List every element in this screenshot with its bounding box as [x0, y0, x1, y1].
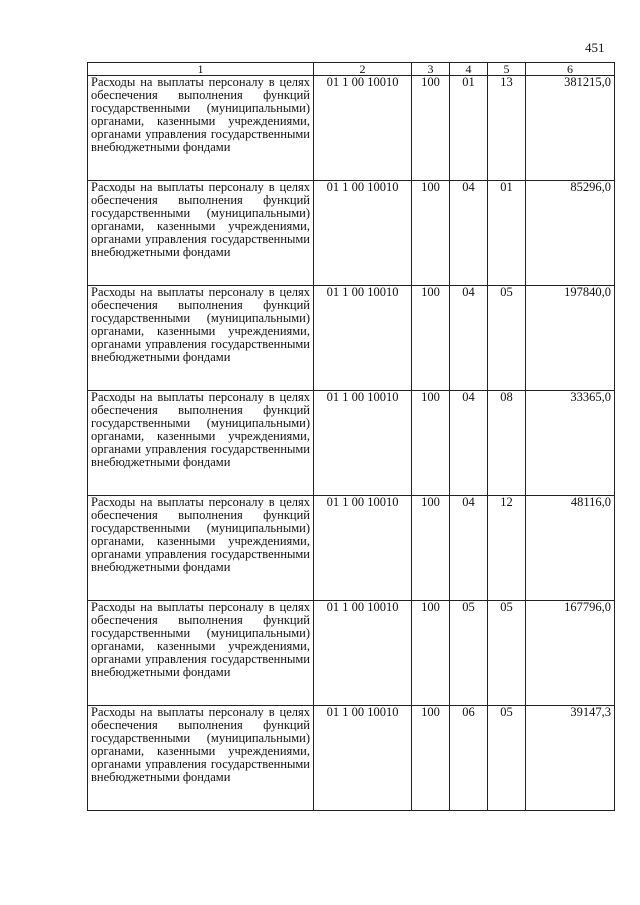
- target-article-cell: 01 1 00 10010: [314, 496, 412, 601]
- section-cell: 01: [450, 76, 488, 181]
- target-article-cell: 01 1 00 10010: [314, 181, 412, 286]
- header-row: [88, 63, 615, 76]
- section-cell: 04: [450, 496, 488, 601]
- description-cell: [88, 601, 314, 706]
- description-cell: [88, 496, 314, 601]
- column-header: 3: [412, 63, 450, 76]
- column-header: 5: [488, 63, 526, 76]
- table-row: [88, 706, 615, 811]
- description-text: Расходы на выплаты персоналу в целях обеспечения выполнения функций государственными (муниципальными) органами, казенными учреждениями, органами управления государственными внебюджетными фондами: [91, 76, 310, 154]
- amount-cell: 381215,0: [526, 76, 615, 181]
- subsection-cell: 12: [488, 496, 526, 601]
- column-header: 1: [88, 63, 314, 76]
- description-text: Расходы на выплаты персоналу в целях обеспечения выполнения функций государственными (муниципальными) органами, казенными учреждениями, органами управления государственными внебюджетными фондами: [91, 286, 310, 364]
- table-row: [88, 181, 615, 286]
- expense-type-cell: 100: [412, 496, 450, 601]
- subsection-cell: 08: [488, 391, 526, 496]
- column-header: 4: [450, 63, 488, 76]
- description-text: Расходы на выплаты персоналу в целях обеспечения выполнения функций государственными (муниципальными) органами, казенными учреждениями, органами управления государственными внебюджетными фондами: [91, 496, 310, 574]
- table-row: [88, 496, 615, 601]
- description-cell: [88, 706, 314, 811]
- amount-cell: 167796,0: [526, 601, 615, 706]
- amount-cell: 48116,0: [526, 496, 615, 601]
- description-text: Расходы на выплаты персоналу в целях обеспечения выполнения функций государственными (муниципальными) органами, казенными учреждениями, органами управления государственными внебюджетными фондами: [91, 181, 310, 259]
- section-cell: 04: [450, 181, 488, 286]
- description-cell: [88, 181, 314, 286]
- expense-type-cell: 100: [412, 601, 450, 706]
- expense-type-cell: 100: [412, 706, 450, 811]
- section-cell: 05: [450, 601, 488, 706]
- page-number: 451: [585, 40, 605, 55]
- column-header: 2: [314, 63, 412, 76]
- subsection-cell: 05: [488, 286, 526, 391]
- amount-cell: 39147,3: [526, 706, 615, 811]
- expense-type-cell: 100: [412, 391, 450, 496]
- section-cell: 04: [450, 391, 488, 496]
- expense-type-cell: 100: [412, 76, 450, 181]
- description-text: Расходы на выплаты персоналу в целях обеспечения выполнения функций государственными (муниципальными) органами, казенными учреждениями, органами управления государственными внебюджетными фондами: [91, 601, 310, 679]
- amount-cell: 85296,0: [526, 181, 615, 286]
- target-article-cell: 01 1 00 10010: [314, 76, 412, 181]
- expense-type-cell: 100: [412, 286, 450, 391]
- subsection-cell: 05: [488, 706, 526, 811]
- section-cell: 06: [450, 706, 488, 811]
- amount-cell: 33365,0: [526, 391, 615, 496]
- section-cell: 04: [450, 286, 488, 391]
- subsection-cell: 05: [488, 601, 526, 706]
- description-text: Расходы на выплаты персоналу в целях обеспечения выполнения функций государственными (муниципальными) органами, казенными учреждениями, органами управления государственными внебюджетными фондами: [91, 706, 310, 784]
- amount-cell: 197840,0: [526, 286, 615, 391]
- subsection-cell: 13: [488, 76, 526, 181]
- target-article-cell: 01 1 00 10010: [314, 286, 412, 391]
- description-cell: [88, 391, 314, 496]
- table-row: [88, 286, 615, 391]
- subsection-cell: 01: [488, 181, 526, 286]
- description-cell: [88, 286, 314, 391]
- table-row: [88, 391, 615, 496]
- column-header: 6: [526, 63, 615, 76]
- table-row: [88, 76, 615, 181]
- target-article-cell: 01 1 00 10010: [314, 601, 412, 706]
- expense-type-cell: 100: [412, 181, 450, 286]
- budget-table: [87, 62, 615, 811]
- description-cell: [88, 76, 314, 181]
- target-article-cell: 01 1 00 10010: [314, 706, 412, 811]
- target-article-cell: 01 1 00 10010: [314, 391, 412, 496]
- description-text: Расходы на выплаты персоналу в целях обеспечения выполнения функций государственными (муниципальными) органами, казенными учреждениями, органами управления государственными внебюджетными фондами: [91, 391, 310, 469]
- table-row: [88, 601, 615, 706]
